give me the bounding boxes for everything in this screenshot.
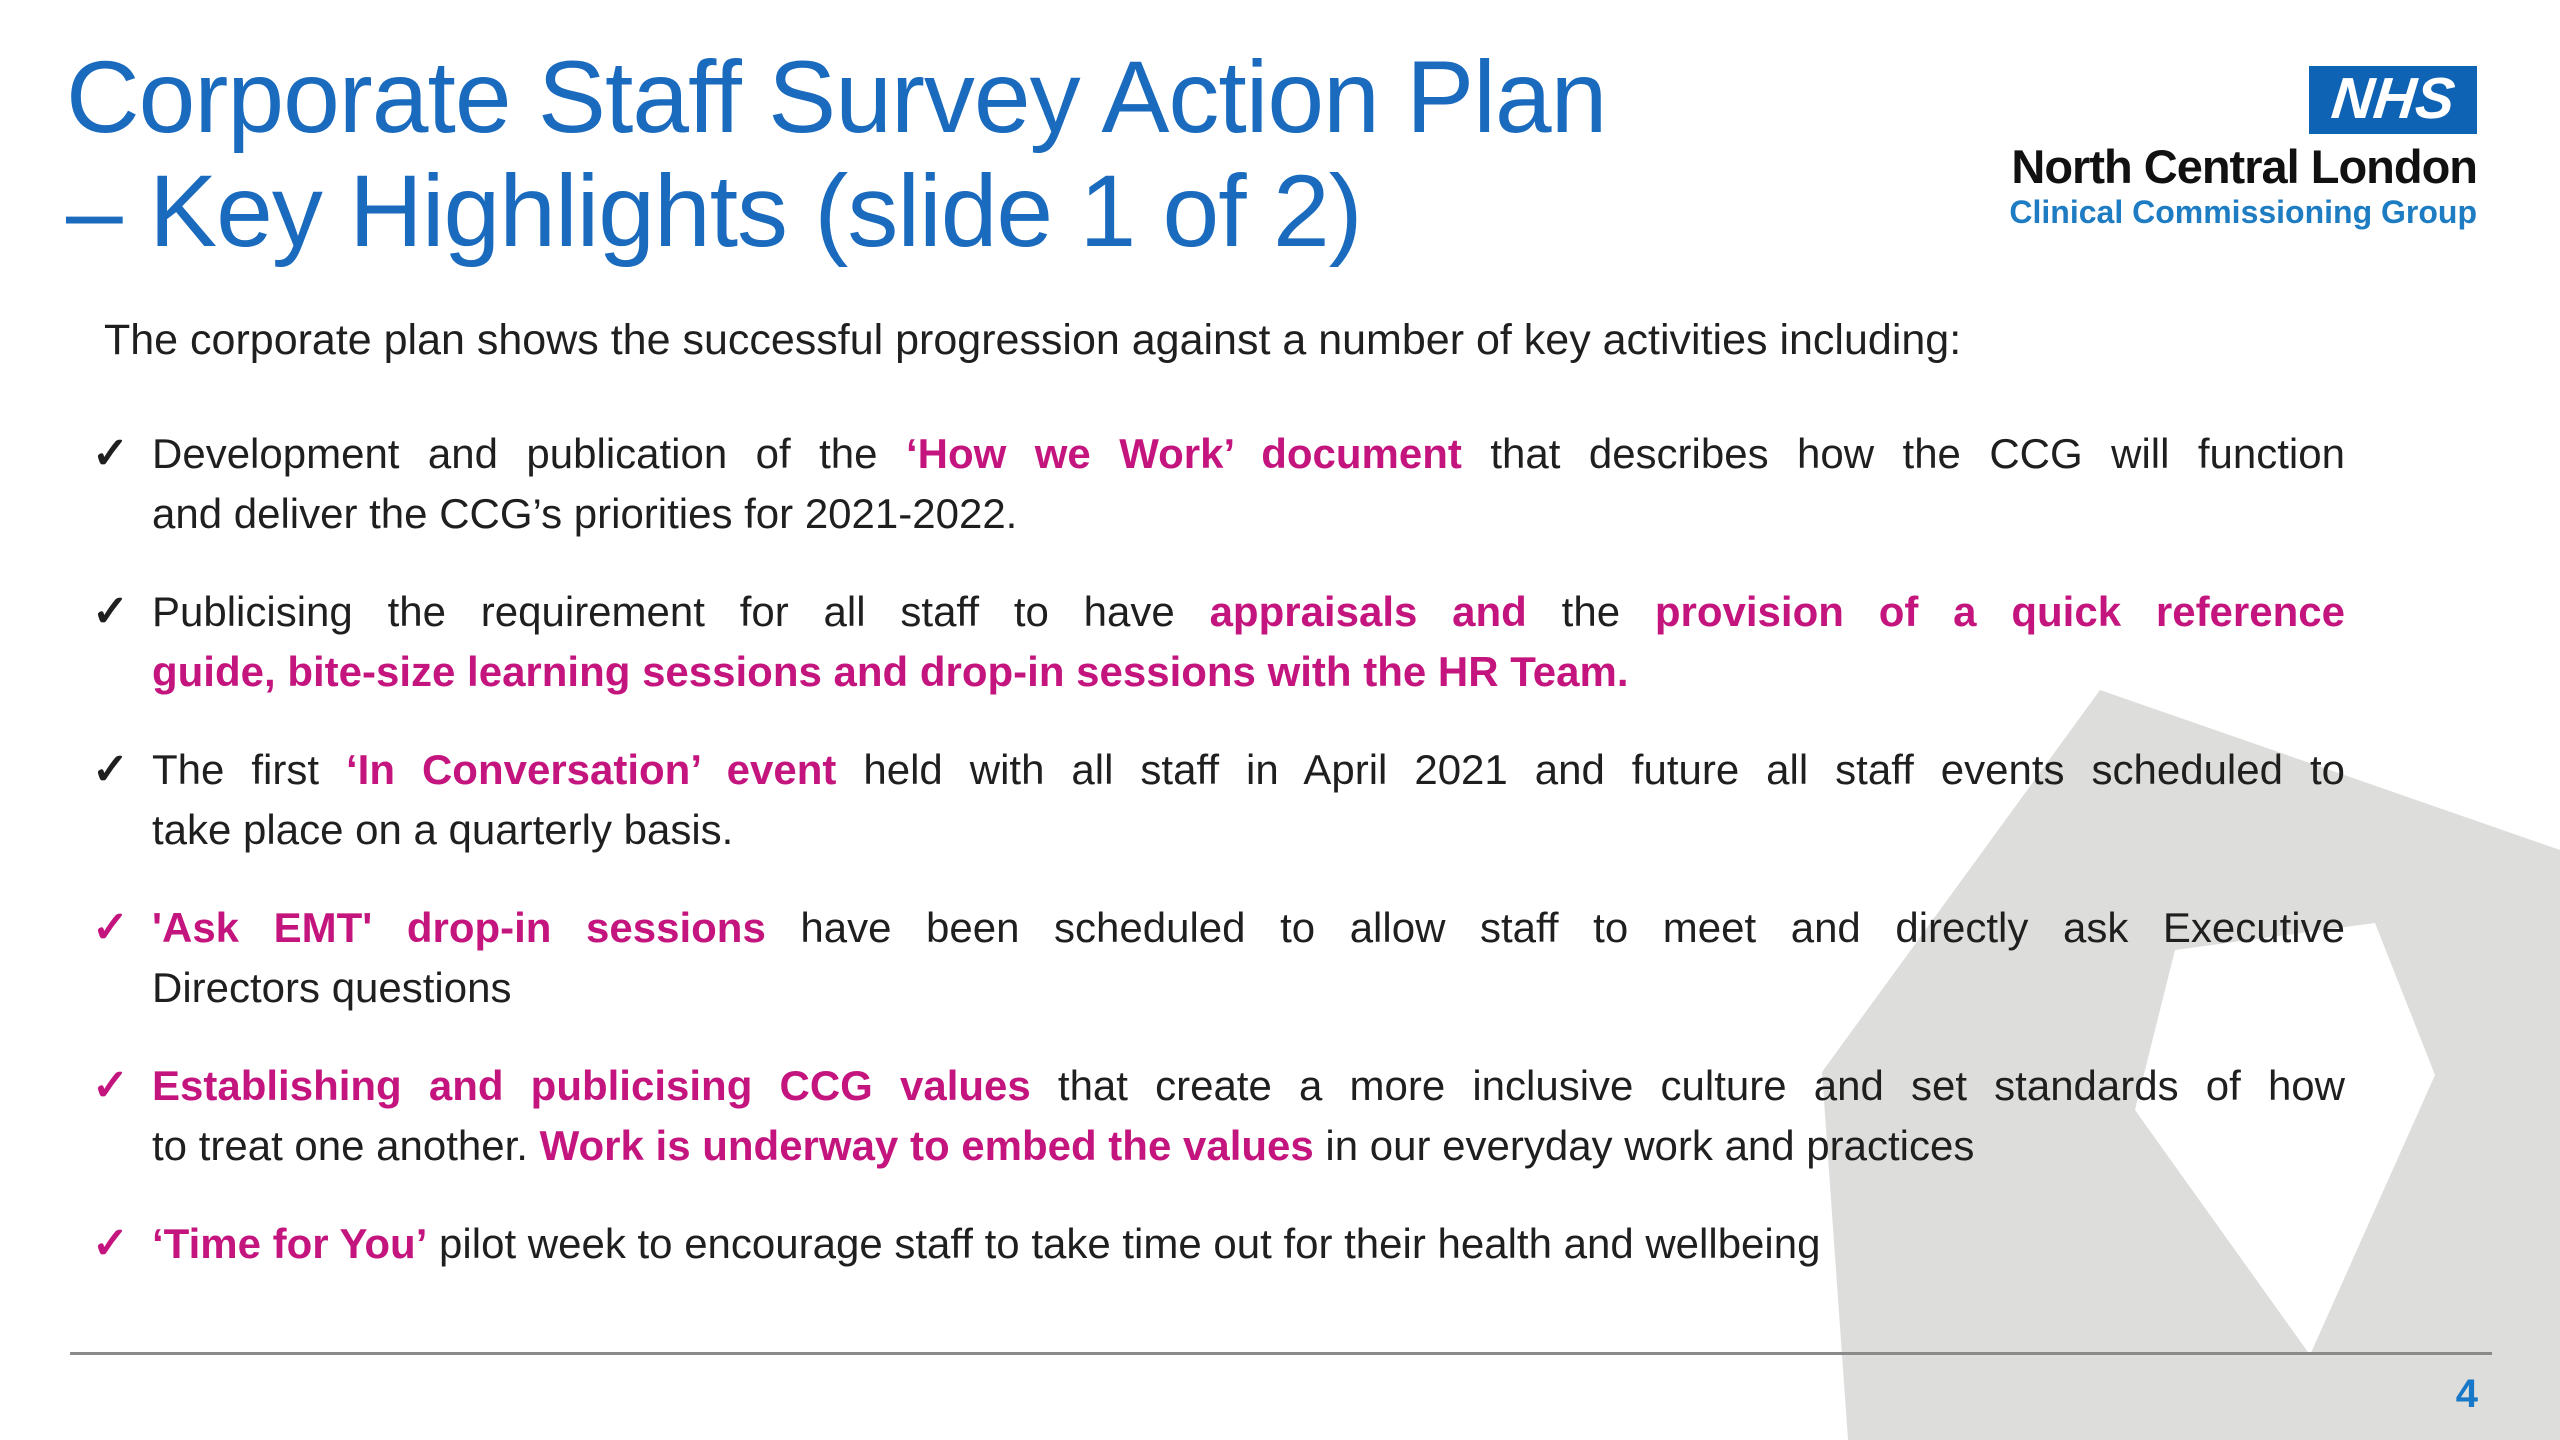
- intro-text: The corporate plan shows the successful progression against a number of key activities including:: [104, 316, 1962, 364]
- body-text: that describes how the CCG will function: [1461, 430, 2345, 477]
- highlighted-text: ‘How we Work’ document: [905, 430, 1462, 477]
- body-text: the: [1526, 588, 1655, 635]
- slide-title: [66, 40, 1606, 268]
- bullet-text-line: [152, 958, 2345, 1018]
- bullet-text-line: [152, 898, 2345, 958]
- body-text: to treat one another.: [152, 1122, 540, 1169]
- body-text: The first: [152, 746, 346, 793]
- bullet-list: [92, 424, 2345, 1312]
- nhs-logo-text: NHS: [2328, 66, 2458, 131]
- body-text: held with all staff in April 2021 and future all staff events scheduled to: [836, 746, 2345, 793]
- bullet-text-line: [152, 582, 2345, 642]
- highlighted-text: appraisals and: [1209, 588, 1527, 635]
- checkmark-icon: ✓: [92, 1219, 129, 1268]
- body-text: take place on a quarterly basis.: [152, 806, 734, 853]
- checkmark-icon: ✓: [92, 429, 129, 478]
- highlighted-text: guide, bite-size learning sessions and drop-in sessions with the HR Team.: [152, 648, 1629, 695]
- body-text: pilot week to encourage staff to take time out for their health and wellbeing: [427, 1220, 1821, 1267]
- checkmark-icon: ✓: [92, 587, 129, 636]
- body-text: and deliver the CCG’s priorities for 2021-2022.: [152, 490, 1018, 537]
- body-text: Publicising the requirement for all staff to have: [152, 588, 1210, 635]
- checkmark-icon: ✓: [92, 903, 129, 952]
- bullet-text-line: [152, 740, 2345, 800]
- page-number: 4: [2455, 1372, 2478, 1416]
- bullet-text-line: [152, 1056, 2345, 1116]
- logo-org-name: North Central London: [2011, 140, 2477, 193]
- checkmark-icon: ✓: [92, 1061, 129, 1110]
- bullet-text-line: [152, 1116, 2345, 1176]
- bullet-text-line: [152, 642, 2345, 702]
- nhs-logo-block: [2009, 66, 2477, 230]
- bullet-item: [92, 1056, 2345, 1176]
- highlighted-text: ‘Time for You’: [152, 1220, 428, 1267]
- highlighted-text: ‘In Conversation’ event: [345, 746, 837, 793]
- checkmark-icon: ✓: [92, 745, 129, 794]
- body-text: have been scheduled to allow staff to meet and directly ask Executive: [765, 904, 2345, 951]
- body-text: in our everyday work and practices: [1313, 1122, 1975, 1169]
- highlighted-text: Work is underway to embed the values: [539, 1122, 1314, 1169]
- body-text: Development and publication of the: [152, 430, 906, 477]
- bullet-text-line: [152, 424, 2345, 484]
- body-text: that create a more inclusive culture and set standards of how: [1030, 1062, 2346, 1109]
- nhs-logo: [2309, 66, 2477, 134]
- slide-title-line2: – Key Highlights (slide 1 of 2): [66, 154, 1362, 268]
- highlighted-text: 'Ask EMT' drop-in sessions: [152, 904, 766, 951]
- bullet-item: [92, 1214, 2345, 1274]
- logo-org-subtitle: Clinical Commissioning Group: [2009, 194, 2477, 230]
- bullet-text-line: [152, 800, 2345, 860]
- bullet-text-line: [152, 1214, 2345, 1274]
- footer-divider-line: [70, 1352, 2492, 1355]
- bullet-item: [92, 424, 2345, 544]
- bullet-item: [92, 898, 2345, 1018]
- bullet-item: [92, 582, 2345, 702]
- bullet-text-line: [152, 484, 2345, 544]
- bullet-item: [92, 740, 2345, 860]
- body-text: Directors questions: [152, 964, 512, 1011]
- highlighted-text: provision of a quick reference: [1654, 588, 2345, 635]
- highlighted-text: Establishing and publicising CCG values: [152, 1062, 1031, 1109]
- slide-title-line1: Corporate Staff Survey Action Plan: [66, 40, 1607, 154]
